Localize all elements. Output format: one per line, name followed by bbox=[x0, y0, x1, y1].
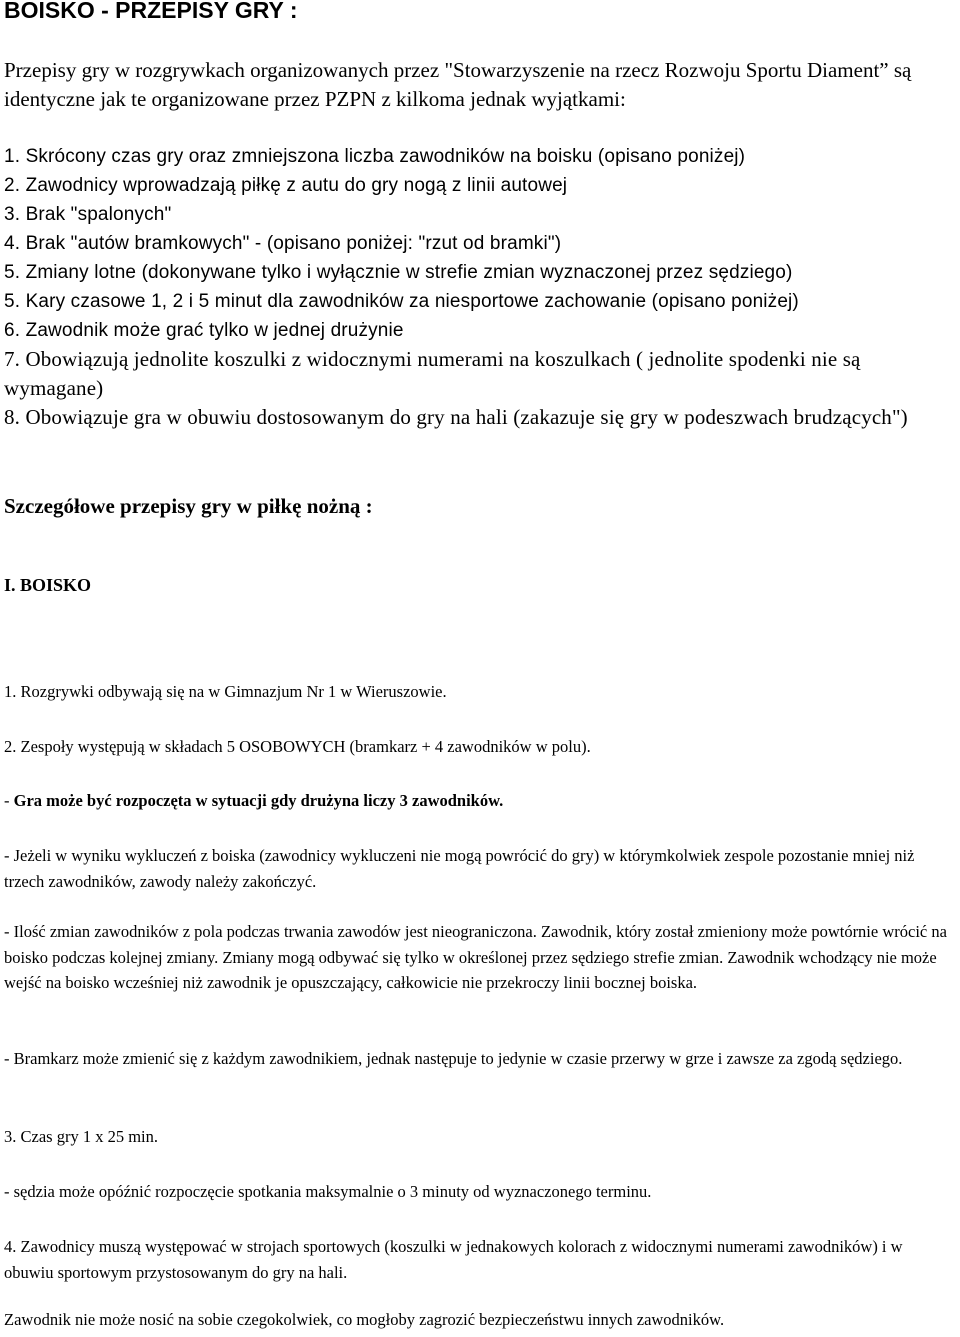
rule-paragraph: Zawodnik nie może nosić na sobie czegokolwiek, co mogłoby zagrozić bezpieczeństwu innych zawodników. bbox=[4, 1310, 725, 1329]
rule-paragraph: - Jeżeli w wyniku wykluczeń z boiska (zawodnicy wykluczeni nie mogą powrócić do gry) w którymkolwiek zespole pozostanie mniej niż trzech zawodników, zawody należy zakończyć. bbox=[4, 846, 915, 891]
exception-item: 6. Zawodnik może grać tylko w jednej drużynie bbox=[4, 320, 404, 341]
exception-item: 2. Zawodnicy wprowadzają piłkę z autu do gry nogą z linii autowej bbox=[4, 175, 568, 196]
exception-item: 5. Kary czasowe 1, 2 i 5 minut dla zawodników za niesportowe zachowanie (opisano poniżej) bbox=[4, 291, 799, 312]
exception-item: 4. Brak "autów bramkowych" - (opisano poniżej: "rzut od bramki") bbox=[4, 233, 562, 254]
rule-paragraph: - Bramkarz może zmienić się z każdym zawodnikiem, jednak następuje to jedynie w czasie przerwy w grze i zawsze za zgodą sędziego. bbox=[4, 1049, 903, 1068]
rule-paragraph: - sędzia może opóźnić rozpoczęcie spotkania maksymalnie o 3 minuty od wyznaczonego terminu. bbox=[4, 1182, 652, 1201]
intro-paragraph: Przepisy gry w rozgrywkach organizowanych przez "Stowarzyszenie na rzecz Rozwoju Sportu Diament” są identyczne jak te organizowane przez PZPN z kilkoma jednak wyjątkami: bbox=[4, 58, 912, 111]
exception-item: 8. Obowiązuje gra w obuwiu dostosowanym do gry na hali (zakazuje się gry w podeszwach brudzących") bbox=[4, 405, 908, 429]
rule-paragraph: - Ilość zmian zawodników z pola podczas trwania zawodów jest nieograniczona. Zawodnik, który został zmieniony może powtórnie wrócić na boisko podczas kolejnej zmiany. Zmiany mogą odbywać się tylko w określonej przez sędziego strefie zmian. Zawodnik wchodzący nie może wejść na boisko wcześniej niż zawodnik je opuszczający, całkowicie nie przekroczy linii bocznej boiska. bbox=[4, 922, 947, 992]
exception-item: 1. Skrócony czas gry oraz zmniejszona liczba zawodników na boisku (opisano poniżej) bbox=[4, 146, 746, 167]
exception-item: 5. Zmiany lotne (dokonywane tylko i wyłącznie w strefie zmian wyznaczonej przez sędziego) bbox=[4, 262, 793, 283]
dash-prefix: - bbox=[4, 791, 14, 810]
subsection-title: I. BOISKO bbox=[4, 575, 92, 595]
exceptions-list bbox=[4, 142, 960, 432]
section-title: Szczegółowe przepisy gry w piłkę nożną : bbox=[4, 494, 373, 518]
bold-rule-text: Gra może być rozpoczęta w sytuacji gdy drużyna liczy 3 zawodników. bbox=[13, 791, 504, 810]
exception-item: 3. Brak "spalonych" bbox=[4, 204, 172, 225]
rule-paragraph: 2. Zespoły występują w składach 5 OSOBOWYCH (bramkarz + 4 zawodników w polu). bbox=[4, 737, 591, 756]
exception-item: 7. Obowiązują jednolite koszulki z widocznymi numerami na koszulkach ( jednolite spodenki nie są wymagane) bbox=[4, 347, 861, 400]
rule-paragraph: 4. Zawodnicy muszą występować w strojach sportowych (koszulki w jednakowych kolorach z widocznymi numerami zawodników) i w obuwiu sportowym przystosowanym do gry na hali. bbox=[4, 1237, 903, 1282]
rule-paragraph-bold bbox=[4, 788, 954, 814]
rule-paragraph: 1. Rozgrywki odbywają się na w Gimnazjum Nr 1 w Wieruszowie. bbox=[4, 682, 447, 701]
page-title: BOISKO - PRZEPISY GRY : bbox=[4, 0, 298, 23]
rule-paragraph: 3. Czas gry 1 x 25 min. bbox=[4, 1127, 158, 1146]
